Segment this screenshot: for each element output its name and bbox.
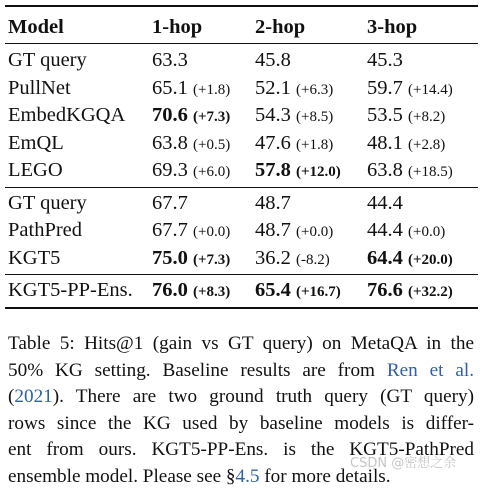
score-value: 65.4: [255, 279, 291, 301]
caption-line: [8, 331, 474, 358]
gain-value: (+0.0): [193, 224, 230, 240]
header-row: [0, 14, 486, 40]
gain-value: (+20.0): [408, 252, 453, 268]
caption-text: rows since the KG used by baseline models is differ-: [8, 413, 474, 434]
gain-value: (+32.2): [408, 284, 453, 300]
score-cell: [367, 277, 453, 305]
score-value: 67.7: [152, 192, 188, 214]
score-value: 48.7: [255, 192, 291, 214]
score-cell: [255, 130, 333, 158]
score-cell: [152, 217, 230, 245]
caption-line: [8, 411, 474, 438]
score-cell: [367, 130, 445, 158]
score-value: 36.2: [255, 247, 291, 269]
gain-value: (+8.2): [408, 109, 445, 125]
score-cell: [367, 75, 453, 103]
gain-value: (+8.3): [193, 284, 230, 300]
score-cell: [152, 157, 230, 185]
caption-text: for more details.: [260, 466, 391, 487]
score-cell: [152, 47, 188, 73]
table-row: [0, 130, 486, 156]
model-name: GT query: [8, 47, 87, 73]
score-value: 63.3: [152, 49, 188, 71]
top-rule: [5, 5, 478, 7]
caption-text: ensemble model. Please see §: [8, 466, 236, 487]
gain-value: (+7.3): [193, 109, 230, 125]
score-value: 45.8: [255, 49, 291, 71]
score-value: 76.0: [152, 279, 188, 301]
citation-link[interactable]: Ren et al.: [387, 360, 474, 381]
model-name: PullNet: [8, 75, 71, 101]
score-value: 48.1: [367, 132, 403, 154]
score-value: 45.3: [367, 49, 403, 71]
gain-value: (+1.8): [193, 82, 230, 98]
table-row: [0, 245, 486, 271]
citation-link[interactable]: 2021: [14, 386, 52, 407]
table-row: [0, 157, 486, 183]
gain-value: (+14.4): [408, 82, 453, 98]
score-value: 67.7: [152, 219, 188, 241]
gain-value: (+0.0): [408, 224, 445, 240]
score-value: 53.5: [367, 104, 403, 126]
score-cell: [152, 190, 188, 216]
gain-value: (+7.3): [193, 252, 230, 268]
model-name: EmbedKGQA: [8, 102, 125, 128]
header-cell: 3-hop: [367, 14, 417, 40]
score-value: 63.8: [367, 159, 403, 181]
model-name: PathPred: [8, 217, 82, 243]
gain-value: (+18.5): [408, 164, 453, 180]
model-name: KGT5: [8, 245, 60, 271]
score-value: 57.8: [255, 159, 291, 181]
score-cell: [367, 157, 453, 185]
gain-value: (+6.3): [296, 82, 333, 98]
caption-text: (: [8, 386, 14, 407]
score-cell: [255, 190, 291, 216]
caption-line: [8, 358, 474, 385]
score-cell: [255, 217, 333, 245]
score-cell: [152, 130, 230, 158]
score-value: 75.0: [152, 247, 188, 269]
score-value: 54.3: [255, 104, 291, 126]
score-cell: [152, 102, 230, 130]
score-value: 64.4: [367, 247, 403, 269]
model-name: LEGO: [8, 157, 63, 183]
table-row: [0, 190, 486, 216]
table-row: [0, 102, 486, 128]
score-value: 65.1: [152, 77, 188, 99]
score-cell: [367, 102, 445, 130]
gain-value: (+0.5): [193, 137, 230, 153]
score-cell: [152, 75, 230, 103]
caption-text: ). There are two ground truth query (GT query): [53, 386, 474, 407]
header-cell: 1-hop: [152, 14, 202, 40]
score-value: 52.1: [255, 77, 291, 99]
table-row: [0, 217, 486, 243]
model-name: EmQL: [8, 130, 64, 156]
score-cell: [255, 47, 291, 73]
score-cell: [367, 217, 445, 245]
gain-value: (-8.2): [296, 252, 330, 268]
gain-value: (+2.8): [408, 137, 445, 153]
gain-value: (+8.5): [296, 109, 333, 125]
score-value: 47.6: [255, 132, 291, 154]
score-cell: [367, 47, 403, 73]
score-value: 76.6: [367, 279, 403, 301]
score-value: 70.6: [152, 104, 188, 126]
header-cell: 2-hop: [255, 14, 305, 40]
score-value: 48.7: [255, 219, 291, 241]
score-cell: [255, 75, 333, 103]
caption-text: 50% KG setting. Baseline results are from: [8, 360, 387, 381]
gain-value: (+1.8): [296, 137, 333, 153]
bottom-rule: [5, 307, 478, 309]
gain-value: (+6.0): [193, 164, 230, 180]
group-rule: [5, 187, 478, 188]
header-cell: Model: [8, 14, 64, 40]
score-cell: [255, 157, 341, 185]
table-row: [0, 75, 486, 101]
score-cell: [367, 245, 453, 273]
score-cell: [152, 277, 230, 305]
score-value: 63.8: [152, 132, 188, 154]
table-row: [0, 277, 486, 303]
score-value: 44.4: [367, 192, 403, 214]
score-value: 44.4: [367, 219, 403, 241]
score-cell: [367, 190, 403, 216]
caption-text: Table 5: Hits@1 (gain vs GT query) on MetaQA in the: [8, 333, 474, 354]
gain-value: (+16.7): [296, 284, 341, 300]
caption-line: [8, 384, 474, 411]
header-rule: [5, 43, 478, 44]
citation-link[interactable]: 4.5: [236, 466, 260, 487]
score-value: 69.3: [152, 159, 188, 181]
gain-value: (+0.0): [296, 224, 333, 240]
caption-text: ent from ours. KGT5-PP-Ens. is the KGT5-PathPred: [8, 439, 474, 460]
score-cell: [152, 245, 230, 273]
table-row: [0, 47, 486, 73]
watermark: CSDN @密想之余: [350, 452, 456, 471]
score-cell: [255, 277, 341, 305]
score-value: 59.7: [367, 77, 403, 99]
gain-value: (+12.0): [296, 164, 341, 180]
score-cell: [255, 245, 330, 273]
score-cell: [255, 102, 333, 130]
model-name: KGT5-PP-Ens.: [8, 277, 133, 303]
model-name: GT query: [8, 190, 87, 216]
group-rule: [5, 274, 478, 275]
